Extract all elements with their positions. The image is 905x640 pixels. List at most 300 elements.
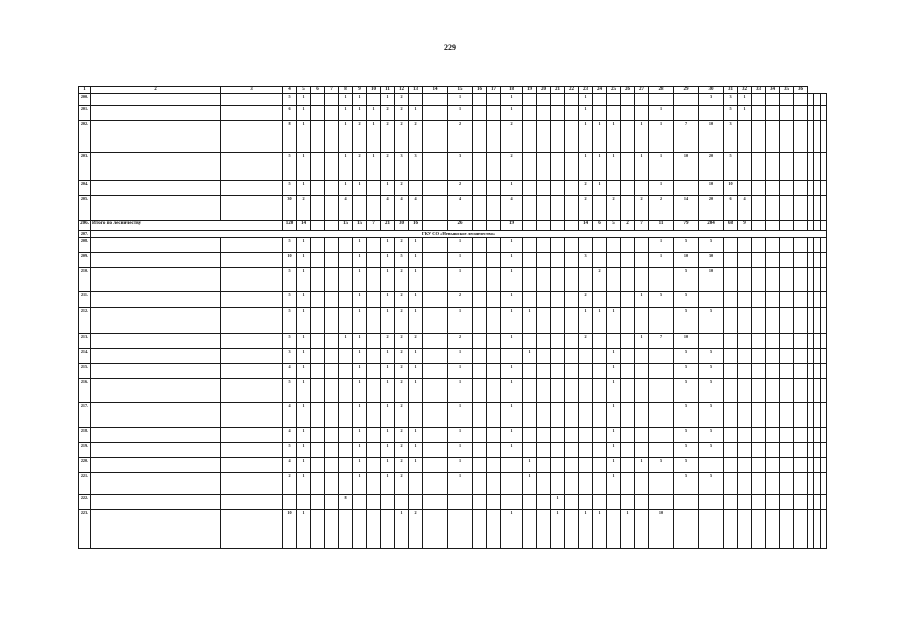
value-cell: 1 <box>297 238 311 253</box>
value-cell <box>311 473 325 495</box>
column-number-header: 17 <box>487 87 501 94</box>
value-cell <box>621 153 635 181</box>
value-cell <box>738 510 752 549</box>
value-cell <box>794 349 808 364</box>
value-cell: 1 <box>501 428 523 443</box>
row-number: 212. <box>79 308 91 334</box>
value-cell: 1 <box>523 473 537 495</box>
organization-cell <box>91 349 221 364</box>
value-cell: 5 <box>699 238 724 253</box>
value-cell: 2 <box>649 196 674 221</box>
value-cell <box>487 94 501 106</box>
value-cell <box>780 121 794 153</box>
value-cell <box>325 106 339 121</box>
value-cell: 2 <box>579 181 593 196</box>
value-cell <box>473 106 487 121</box>
value-cell: 1 <box>607 428 621 443</box>
value-cell <box>339 510 353 549</box>
value-cell <box>621 349 635 364</box>
value-cell: 1 <box>381 428 395 443</box>
value-cell <box>537 121 551 153</box>
value-cell: 1 <box>448 94 473 106</box>
value-cell: 1 <box>593 121 607 153</box>
value-cell <box>820 379 826 403</box>
value-cell: 2 <box>395 379 409 403</box>
value-cell: 1 <box>367 106 381 121</box>
value-cell <box>487 379 501 403</box>
value-cell <box>523 268 537 292</box>
value-cell <box>724 428 738 443</box>
column-number-header: 10 <box>367 87 381 94</box>
value-cell: 2 <box>395 181 409 196</box>
row-number: 203. <box>79 153 91 181</box>
value-cell: 1 <box>381 181 395 196</box>
value-cell <box>523 253 537 268</box>
value-cell <box>738 443 752 458</box>
value-cell <box>565 94 579 106</box>
value-cell: 1 <box>593 153 607 181</box>
value-cell <box>537 403 551 428</box>
value-cell <box>565 253 579 268</box>
row-number: 218. <box>79 428 91 443</box>
value-cell <box>311 428 325 443</box>
forestry-district-cell <box>221 379 283 403</box>
value-cell <box>738 403 752 428</box>
value-cell <box>367 94 381 106</box>
value-cell <box>565 268 579 292</box>
value-cell: 5 <box>724 153 738 181</box>
value-cell <box>311 238 325 253</box>
value-cell <box>523 181 537 196</box>
value-cell <box>325 153 339 181</box>
value-cell: 1 <box>353 308 367 334</box>
value-cell <box>820 495 826 510</box>
value-cell <box>473 473 487 495</box>
value-cell: 6 <box>724 196 738 221</box>
value-cell: 1 <box>297 403 311 428</box>
value-cell: 1 <box>649 253 674 268</box>
value-cell <box>325 121 339 153</box>
value-cell <box>473 334 487 349</box>
value-cell: 1 <box>367 121 381 153</box>
total-value-cell <box>766 221 780 231</box>
value-cell <box>487 428 501 443</box>
row-number: 211. <box>79 292 91 308</box>
value-cell: 1 <box>353 253 367 268</box>
value-cell <box>752 334 766 349</box>
value-cell <box>487 308 501 334</box>
value-cell: 1 <box>501 510 523 549</box>
value-cell: 2 <box>395 443 409 458</box>
value-cell <box>325 349 339 364</box>
value-cell: 1 <box>381 364 395 379</box>
total-value-cell <box>794 221 808 231</box>
value-cell <box>487 238 501 253</box>
value-cell: 2 <box>353 121 367 153</box>
value-cell: 3 <box>579 253 593 268</box>
value-cell <box>325 458 339 473</box>
value-cell <box>593 349 607 364</box>
forestry-district-cell <box>221 238 283 253</box>
value-cell: 1 <box>353 292 367 308</box>
value-cell: 14 <box>674 196 699 221</box>
value-cell <box>607 106 621 121</box>
value-cell <box>551 253 565 268</box>
value-cell <box>311 121 325 153</box>
value-cell <box>409 181 423 196</box>
value-cell <box>593 473 607 495</box>
value-cell <box>487 364 501 379</box>
value-cell <box>635 443 649 458</box>
value-cell: 1 <box>353 403 367 428</box>
value-cell <box>367 364 381 379</box>
value-cell <box>551 349 565 364</box>
value-cell: 1 <box>339 106 353 121</box>
value-cell: 1 <box>448 364 473 379</box>
value-cell: 10 <box>699 121 724 153</box>
value-cell <box>780 364 794 379</box>
value-cell <box>766 428 780 443</box>
organization-cell <box>91 403 221 428</box>
section-title: ГКУ СО «Невьянское лесничество» <box>91 231 827 238</box>
row-number: 200. <box>79 94 91 106</box>
value-cell <box>766 349 780 364</box>
table-row <box>79 473 827 495</box>
value-cell: 5 <box>283 153 297 181</box>
value-cell: 2 <box>395 428 409 443</box>
value-cell <box>551 443 565 458</box>
value-cell <box>487 153 501 181</box>
value-cell <box>537 379 551 403</box>
value-cell: 10 <box>699 268 724 292</box>
value-cell <box>794 308 808 334</box>
value-cell <box>297 495 311 510</box>
table-row <box>79 308 827 334</box>
value-cell <box>367 458 381 473</box>
organization-cell <box>91 121 221 153</box>
value-cell <box>473 428 487 443</box>
value-cell <box>738 121 752 153</box>
total-value-cell: 7 <box>635 221 649 231</box>
value-cell: 1 <box>297 268 311 292</box>
column-number-header: 15 <box>448 87 473 94</box>
value-cell <box>423 253 448 268</box>
value-cell <box>487 181 501 196</box>
value-cell: 5 <box>283 292 297 308</box>
value-cell <box>752 106 766 121</box>
value-cell <box>523 379 537 403</box>
value-cell: 1 <box>551 495 565 510</box>
value-cell <box>537 458 551 473</box>
value-cell <box>367 403 381 428</box>
organization-cell <box>91 268 221 292</box>
value-cell <box>473 292 487 308</box>
value-cell <box>473 268 487 292</box>
column-number-header: 30 <box>699 87 724 94</box>
table-row <box>79 94 827 106</box>
value-cell: 1 <box>635 334 649 349</box>
value-cell <box>820 121 826 153</box>
value-cell <box>537 510 551 549</box>
value-cell <box>339 403 353 428</box>
value-cell: 2 <box>395 403 409 428</box>
column-number-header: 25 <box>607 87 621 94</box>
organization-cell <box>91 253 221 268</box>
table-row <box>79 181 827 196</box>
value-cell <box>780 268 794 292</box>
value-cell: 2 <box>395 308 409 334</box>
value-cell <box>409 403 423 428</box>
column-number-header: 29 <box>674 87 699 94</box>
total-value-cell: 6 <box>593 221 607 231</box>
value-cell <box>325 443 339 458</box>
value-cell <box>593 253 607 268</box>
value-cell: 4 <box>339 196 353 221</box>
forestry-district-cell <box>221 364 283 379</box>
value-cell <box>766 379 780 403</box>
value-cell <box>473 510 487 549</box>
value-cell: 2 <box>381 153 395 181</box>
value-cell: 1 <box>579 94 593 106</box>
value-cell: 1 <box>381 458 395 473</box>
value-cell <box>367 308 381 334</box>
value-cell: 1 <box>381 403 395 428</box>
value-cell <box>367 238 381 253</box>
forestry-district-cell <box>221 196 283 221</box>
value-cell <box>311 94 325 106</box>
total-value-cell: 14 <box>579 221 593 231</box>
value-cell: 1 <box>297 308 311 334</box>
column-number-header: 21 <box>551 87 565 94</box>
table-row <box>79 510 827 549</box>
value-cell <box>766 253 780 268</box>
value-cell <box>283 495 297 510</box>
value-cell <box>523 428 537 443</box>
value-cell <box>579 238 593 253</box>
organization-cell <box>91 458 221 473</box>
value-cell <box>752 510 766 549</box>
value-cell <box>565 349 579 364</box>
value-cell <box>339 379 353 403</box>
value-cell: 1 <box>297 106 311 121</box>
value-cell <box>537 196 551 221</box>
value-cell <box>339 443 353 458</box>
value-cell <box>780 349 794 364</box>
value-cell: 2 <box>381 106 395 121</box>
value-cell <box>473 349 487 364</box>
organization-cell <box>91 153 221 181</box>
value-cell <box>325 196 339 221</box>
value-cell <box>780 495 794 510</box>
value-cell: 8 <box>283 121 297 153</box>
value-cell: 1 <box>607 379 621 403</box>
value-cell <box>423 181 448 196</box>
value-cell <box>473 94 487 106</box>
value-cell: 1 <box>339 121 353 153</box>
value-cell: 4 <box>448 196 473 221</box>
value-cell <box>473 238 487 253</box>
value-cell <box>423 121 448 153</box>
total-value-cell <box>523 221 537 231</box>
value-cell: 1 <box>448 473 473 495</box>
value-cell: 2 <box>579 196 593 221</box>
value-cell <box>551 106 565 121</box>
value-cell: 1 <box>448 428 473 443</box>
value-cell <box>423 458 448 473</box>
value-cell <box>635 379 649 403</box>
total-value-cell <box>820 221 826 231</box>
value-cell <box>311 292 325 308</box>
value-cell <box>752 458 766 473</box>
value-cell: 5 <box>724 106 738 121</box>
forestry-district-cell <box>221 292 283 308</box>
value-cell <box>649 349 674 364</box>
value-cell <box>473 253 487 268</box>
organization-cell <box>91 292 221 308</box>
value-cell: 1 <box>607 153 621 181</box>
value-cell <box>473 181 487 196</box>
value-cell: 2 <box>283 473 297 495</box>
value-cell: 1 <box>353 181 367 196</box>
value-cell <box>423 443 448 458</box>
value-cell <box>579 428 593 443</box>
value-cell: 5 <box>283 94 297 106</box>
value-cell <box>409 473 423 495</box>
value-cell <box>551 458 565 473</box>
value-cell <box>766 106 780 121</box>
value-cell: 5 <box>283 379 297 403</box>
value-cell <box>820 238 826 253</box>
value-cell: 1 <box>448 268 473 292</box>
value-cell <box>635 510 649 549</box>
value-cell <box>523 334 537 349</box>
value-cell <box>523 94 537 106</box>
value-cell: 1 <box>353 473 367 495</box>
table-row <box>79 106 827 121</box>
forestry-district-cell <box>221 106 283 121</box>
value-cell: 2 <box>409 334 423 349</box>
value-cell <box>367 181 381 196</box>
value-cell <box>794 181 808 196</box>
value-cell <box>523 403 537 428</box>
value-cell <box>523 121 537 153</box>
value-cell <box>699 495 724 510</box>
total-value-cell: 14 <box>297 221 311 231</box>
value-cell <box>780 403 794 428</box>
value-cell <box>820 253 826 268</box>
value-cell <box>579 495 593 510</box>
total-value-cell: 5 <box>607 221 621 231</box>
value-cell <box>325 428 339 443</box>
value-cell <box>780 253 794 268</box>
value-cell <box>607 334 621 349</box>
total-value-cell: 19 <box>501 221 523 231</box>
value-cell <box>311 308 325 334</box>
value-cell <box>311 495 325 510</box>
value-cell <box>752 181 766 196</box>
value-cell: 4 <box>395 196 409 221</box>
value-cell <box>537 334 551 349</box>
value-cell: 1 <box>593 510 607 549</box>
value-cell <box>780 106 794 121</box>
value-cell <box>820 196 826 221</box>
value-cell <box>537 181 551 196</box>
value-cell <box>699 458 724 473</box>
value-cell <box>473 153 487 181</box>
value-cell: 2 <box>395 94 409 106</box>
value-cell <box>593 428 607 443</box>
row-number: 210. <box>79 268 91 292</box>
value-cell <box>537 253 551 268</box>
value-cell: 1 <box>649 121 674 153</box>
organization-cell <box>91 443 221 458</box>
value-cell <box>423 428 448 443</box>
value-cell: 1 <box>607 458 621 473</box>
value-cell <box>780 443 794 458</box>
value-cell <box>621 443 635 458</box>
value-cell: 1 <box>381 94 395 106</box>
value-cell <box>794 473 808 495</box>
organization-cell <box>91 364 221 379</box>
value-cell <box>766 458 780 473</box>
column-numbers-row <box>79 87 827 94</box>
value-cell: 1 <box>353 106 367 121</box>
value-cell <box>551 428 565 443</box>
value-cell <box>607 181 621 196</box>
value-cell: 1 <box>579 106 593 121</box>
value-cell: 5 <box>283 238 297 253</box>
value-cell: 1 <box>297 334 311 349</box>
value-cell <box>794 379 808 403</box>
value-cell: 1 <box>297 349 311 364</box>
value-cell: 1 <box>381 292 395 308</box>
value-cell <box>551 196 565 221</box>
value-cell <box>311 443 325 458</box>
value-cell <box>766 238 780 253</box>
value-cell: 1 <box>409 292 423 308</box>
value-cell: 1 <box>297 153 311 181</box>
value-cell: 1 <box>523 458 537 473</box>
row-number: 217. <box>79 403 91 428</box>
value-cell <box>523 106 537 121</box>
value-cell: 10 <box>674 253 699 268</box>
organization-cell <box>91 94 221 106</box>
value-cell <box>635 106 649 121</box>
value-cell: 10 <box>283 510 297 549</box>
value-cell: 7 <box>649 334 674 349</box>
value-cell: 1 <box>339 181 353 196</box>
value-cell <box>621 403 635 428</box>
row-number: 215. <box>79 364 91 379</box>
value-cell: 1 <box>381 268 395 292</box>
value-cell <box>523 364 537 379</box>
value-cell <box>794 238 808 253</box>
value-cell <box>738 268 752 292</box>
value-cell: 4 <box>409 196 423 221</box>
value-cell: 1 <box>297 443 311 458</box>
value-cell: 1 <box>353 334 367 349</box>
value-cell <box>766 495 780 510</box>
forestry-district-cell <box>221 458 283 473</box>
value-cell <box>565 510 579 549</box>
value-cell <box>738 308 752 334</box>
value-cell <box>565 181 579 196</box>
value-cell: 2 <box>579 334 593 349</box>
value-cell <box>565 428 579 443</box>
value-cell <box>794 364 808 379</box>
value-cell <box>621 268 635 292</box>
value-cell: 7 <box>674 121 699 153</box>
